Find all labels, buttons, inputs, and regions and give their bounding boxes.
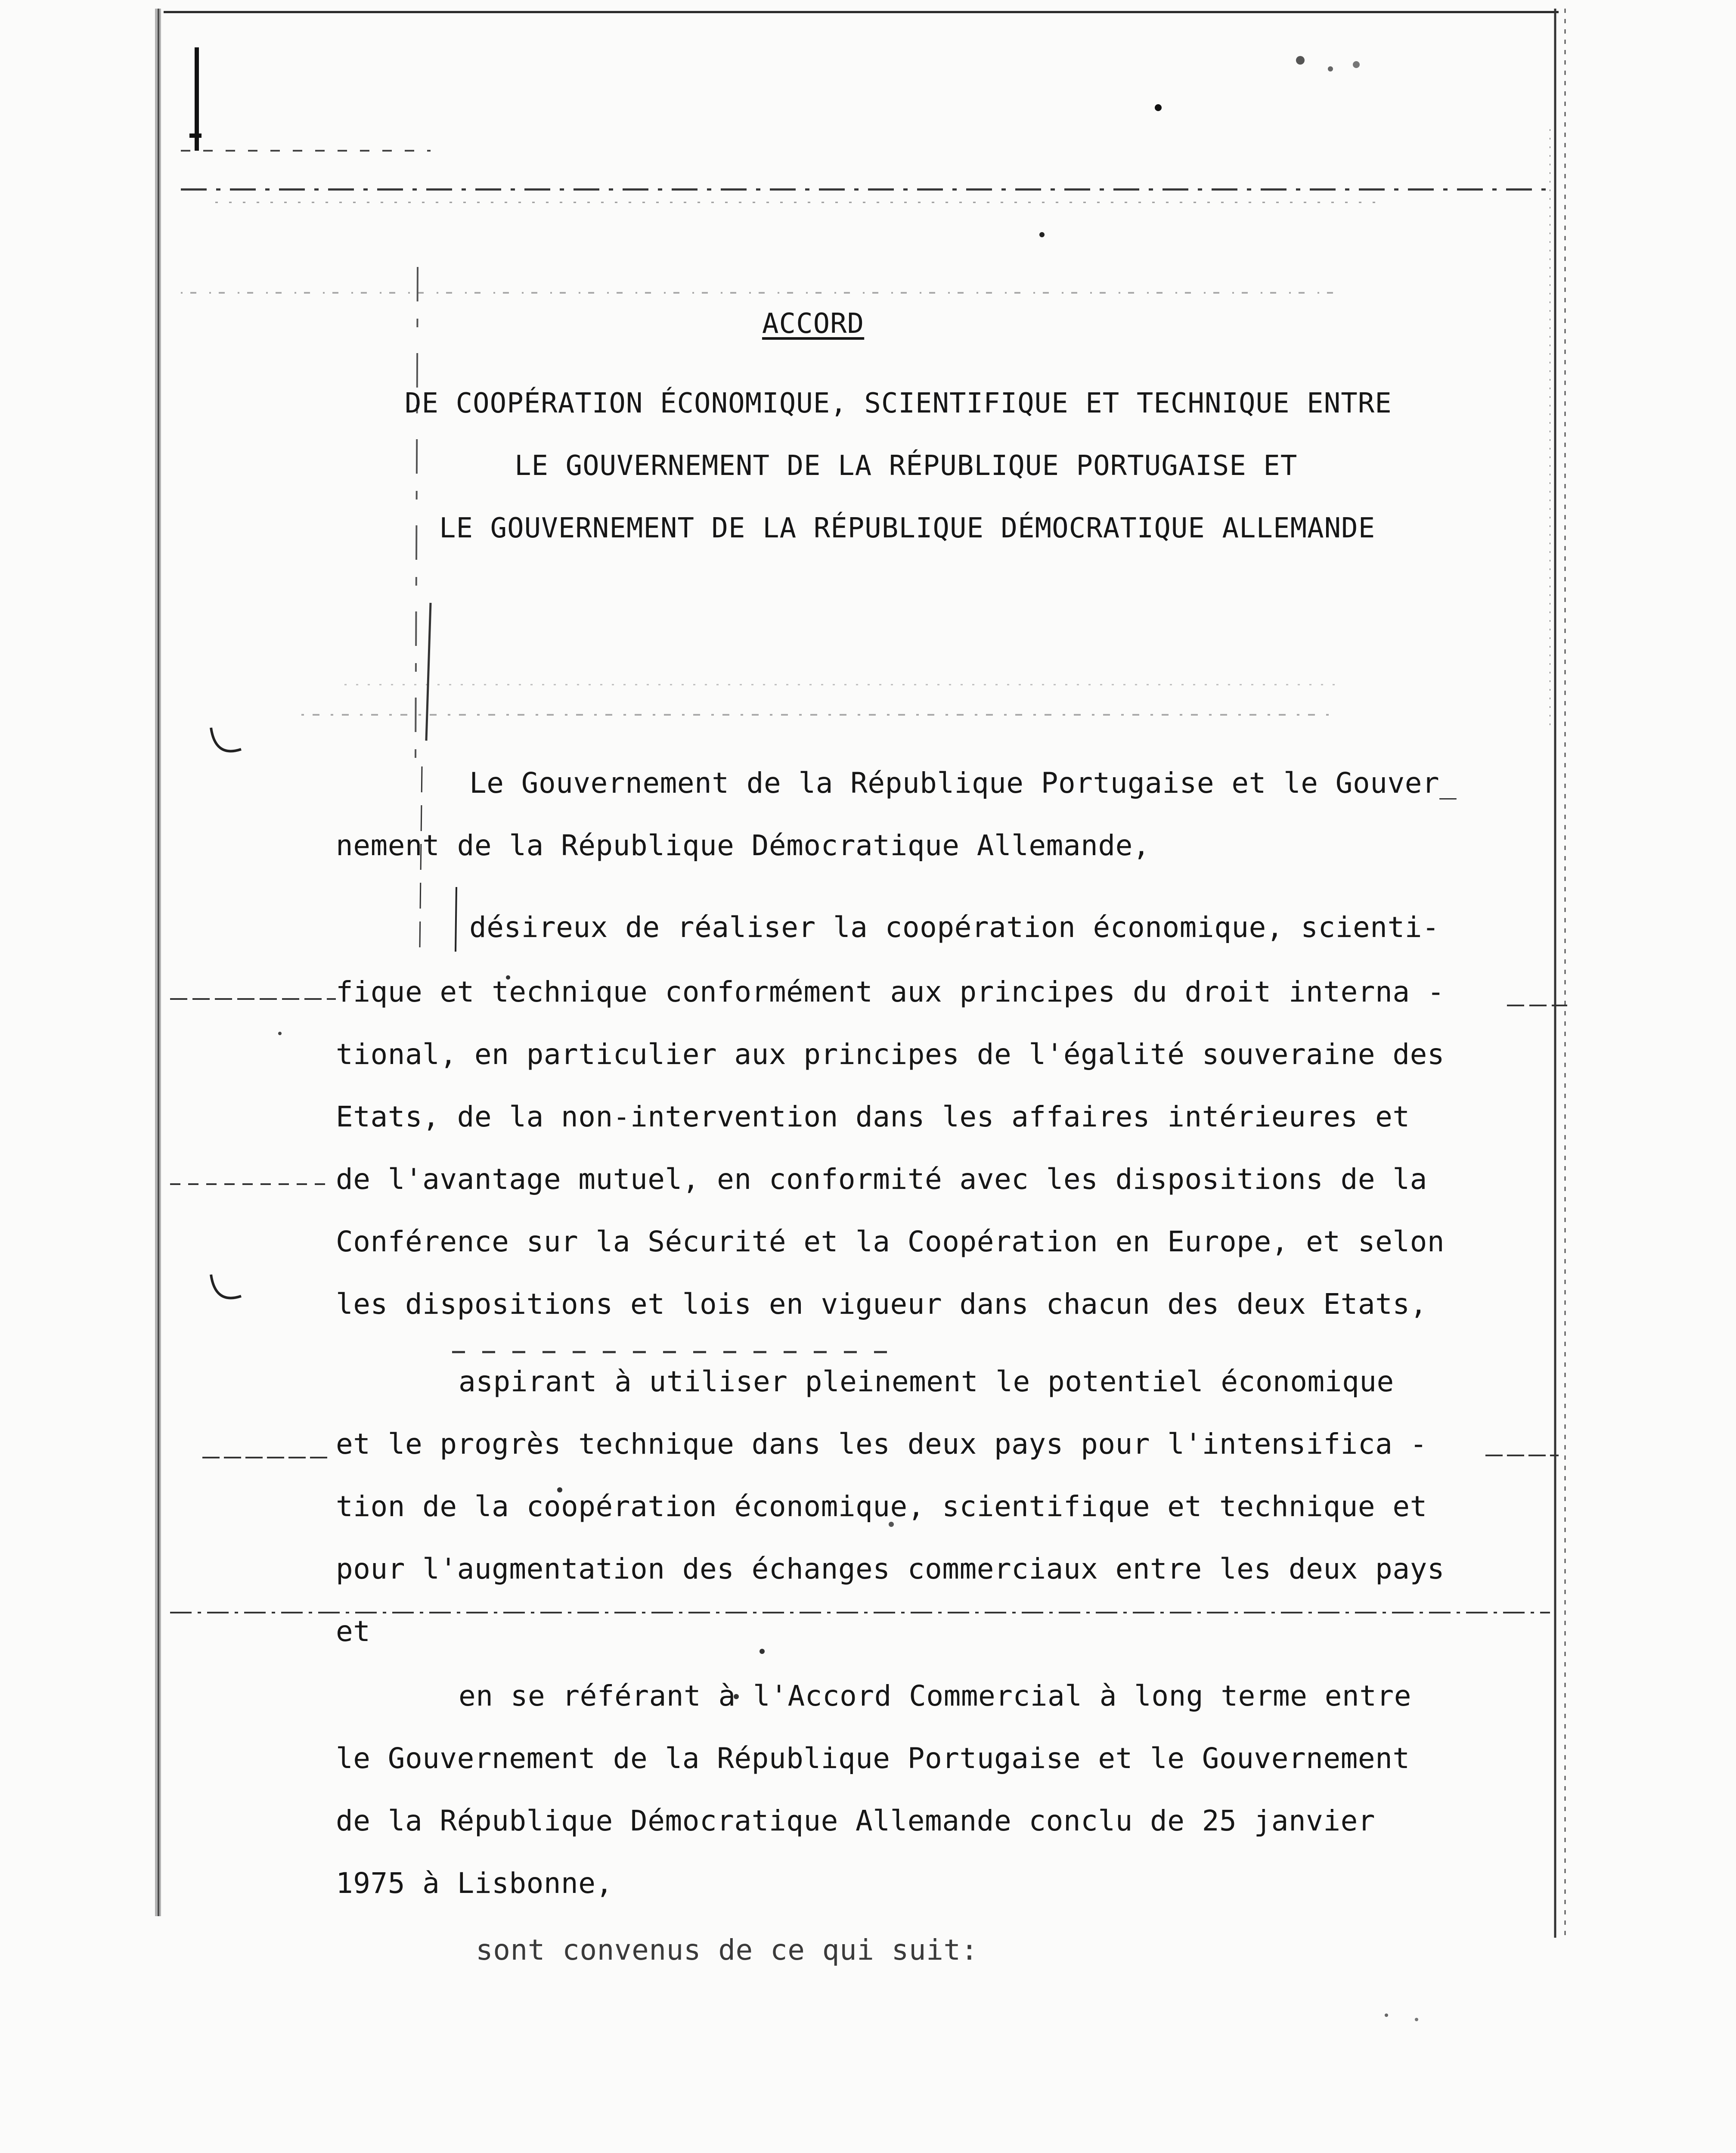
body-line: désireux de réaliser la coopération économique, scienti- — [469, 911, 1440, 944]
body-line: et le progrès technique dans les deux pays pour l'intensifica - — [336, 1427, 1427, 1461]
body-line: pour l'augmentation des échanges commerciaux entre les deux pays — [336, 1552, 1445, 1585]
body-line: les dispositions et lois en vigueur dans chacun des deux Etats, — [336, 1287, 1427, 1321]
body-line: sont convenus de ce qui suit: — [476, 1933, 978, 1967]
document-title: ACCORD — [762, 308, 865, 340]
body-line: aspirant à utiliser pleinement le potentiel économique — [459, 1365, 1394, 1398]
body-line: le Gouvernement de la République Portugaise et le Gouvernement — [336, 1742, 1410, 1775]
subtitle-line-3: LE GOUVERNEMENT DE LA RÉPUBLIQUE DÉMOCRATIQUE ALLEMANDE — [439, 512, 1376, 544]
hole-punch-mark — [211, 728, 241, 751]
hole-punch-mark — [211, 1275, 241, 1298]
body-line: et — [336, 1615, 371, 1648]
subtitle-line-1: DE COOPÉRATION ÉCONOMIQUE, SCIENTIFIQUE ET TECHNIQUE ENTRE — [405, 388, 1392, 419]
body-line: Le Gouvernement de la République Portugaise et le Gouver_ — [469, 766, 1457, 800]
body-line: tion de la coopération économique, scientifique et technique et — [336, 1490, 1427, 1523]
body-line: Conférence sur la Sécurité et la Coopération en Europe, et selon — [336, 1225, 1445, 1258]
body-line: Etats, de la non-intervention dans les affaires intérieures et — [336, 1100, 1410, 1133]
body-line: en se référant à l'Accord Commercial à long terme entre — [459, 1679, 1411, 1712]
subtitle-line-2: LE GOUVERNEMENT DE LA RÉPUBLIQUE PORTUGAISE ET — [515, 450, 1298, 482]
body-line: tional, en particulier aux principes de l'égalité souveraine des — [336, 1038, 1445, 1071]
body-line: 1975 à Lisbonne, — [336, 1867, 613, 1900]
body-line: de la République Démocratique Allemande conclu de 25 janvier — [336, 1804, 1376, 1837]
body-line: fique et technique conformément aux principes du droit interna - — [336, 975, 1445, 1008]
body-line: de l'avantage mutuel, en conformité avec les dispositions de la — [336, 1163, 1427, 1196]
body-line: nement de la République Démocratique Allemande, — [336, 829, 1150, 862]
